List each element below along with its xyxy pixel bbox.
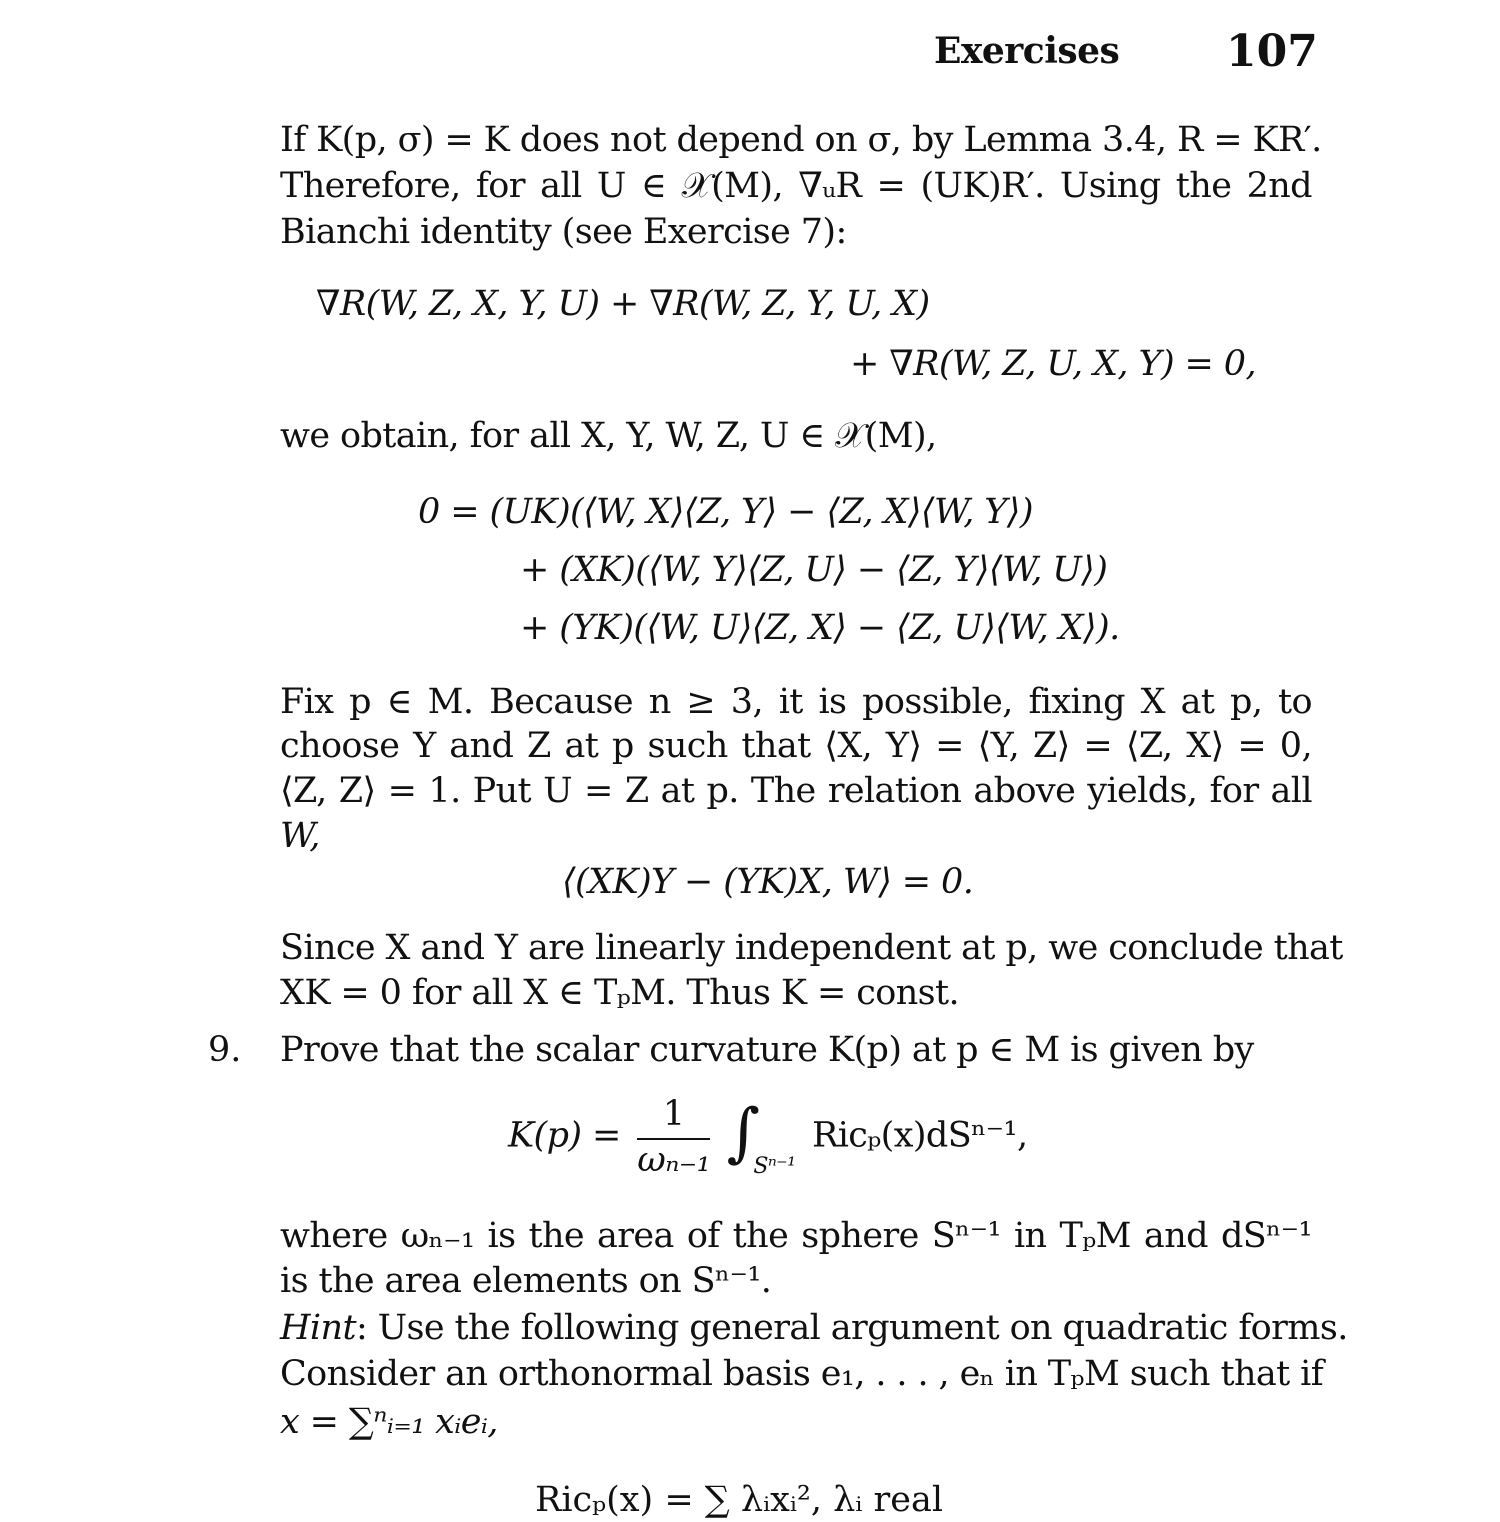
fraction-denominator: ωₙ₋₁	[637, 1140, 711, 1180]
text-line: W,	[280, 816, 320, 856]
text-line: Fix p ∈ M. Because n ≥ 3, it is possible, fixing X at p, to	[280, 682, 1312, 722]
bianchi-equation-line-2: + ∇R(W, Z, U, X, Y) = 0,	[850, 344, 1256, 384]
text-line: If K(p, σ) = K does not depend on σ, by Lemma 3.4, R = KR′.	[280, 120, 1322, 160]
relation-equation-line-2: + (XK)(⟨W, Y⟩⟨Z, U⟩ − ⟨Z, Y⟩⟨W, U⟩)	[520, 550, 1108, 590]
page-number: 107	[1226, 26, 1318, 77]
integrand: Ricₚ(x)dSⁿ⁻¹,	[811, 1115, 1028, 1156]
clipped-ricci-formula: Ricₚ(x) = ∑ λᵢxᵢ², λᵢ real	[535, 1480, 944, 1520]
text-line: XK = 0 for all X ∈ TₚM. Thus K = const.	[280, 973, 960, 1013]
text-line: Therefore, for all U ∈ 𝒳(M), ∇ᵤR = (UK)R′. Using the 2nd	[280, 166, 1312, 206]
relation-equation-line-1: 0 = (UK)(⟨W, X⟩⟨Z, Y⟩ − ⟨Z, X⟩⟨W, Y⟩)	[418, 492, 1033, 532]
text-line: x = ∑ⁿᵢ₌₁ xᵢeᵢ,	[280, 1402, 498, 1442]
text-line: we obtain, for all X, Y, W, Z, U ∈ 𝒳(M),	[280, 416, 937, 456]
integral-sign: ∫	[726, 1096, 760, 1170]
text-line: is the area elements on Sⁿ⁻¹.	[280, 1261, 772, 1301]
scalar-curvature-formula	[508, 1094, 1028, 1180]
hint-label: Hint	[280, 1308, 356, 1348]
bianchi-equation-line-1: ∇R(W, Z, X, Y, U) + ∇R(W, Z, Y, U, X)	[316, 284, 930, 324]
running-header-title: Exercises	[934, 30, 1120, 72]
hint-line	[280, 1306, 1348, 1350]
text-line: Since X and Y are linearly independent at p, we conclude that	[280, 928, 1343, 968]
hint-text: : Use the following general argument on quadratic forms.	[355, 1308, 1348, 1348]
text-line: Consider an orthonormal basis e₁, . . . , eₙ in TₚM such that if	[280, 1354, 1324, 1394]
text-line: ⟨Z, Z⟩ = 1. Put U = Z at p. The relation above yields, for all	[280, 771, 1312, 811]
text-line: choose Y and Z at p such that ⟨X, Y⟩ = ⟨Y, Z⟩ = ⟨Z, X⟩ = 0,	[280, 726, 1312, 766]
text-line: where ωₙ₋₁ is the area of the sphere Sⁿ⁻¹ in TₚM and dSⁿ⁻¹	[280, 1216, 1312, 1256]
exercise-number: 9.	[208, 1030, 242, 1070]
exercise-statement: Prove that the scalar curvature K(p) at p ∈ M is given by	[280, 1030, 1254, 1070]
fraction-numerator: 1	[637, 1094, 710, 1140]
text-line: Bianchi identity (see Exercise 7):	[280, 212, 847, 252]
formula-lhs: K(p) =	[508, 1115, 621, 1156]
fraction	[637, 1094, 710, 1180]
relation-equation-line-3: + (YK)(⟨W, U⟩⟨Z, X⟩ − ⟨Z, U⟩⟨W, X⟩).	[520, 608, 1120, 648]
inner-product-equation: ⟨(XK)Y − (YK)X, W⟩ = 0.	[562, 862, 974, 902]
integral-domain: Sⁿ⁻¹	[753, 1153, 796, 1179]
